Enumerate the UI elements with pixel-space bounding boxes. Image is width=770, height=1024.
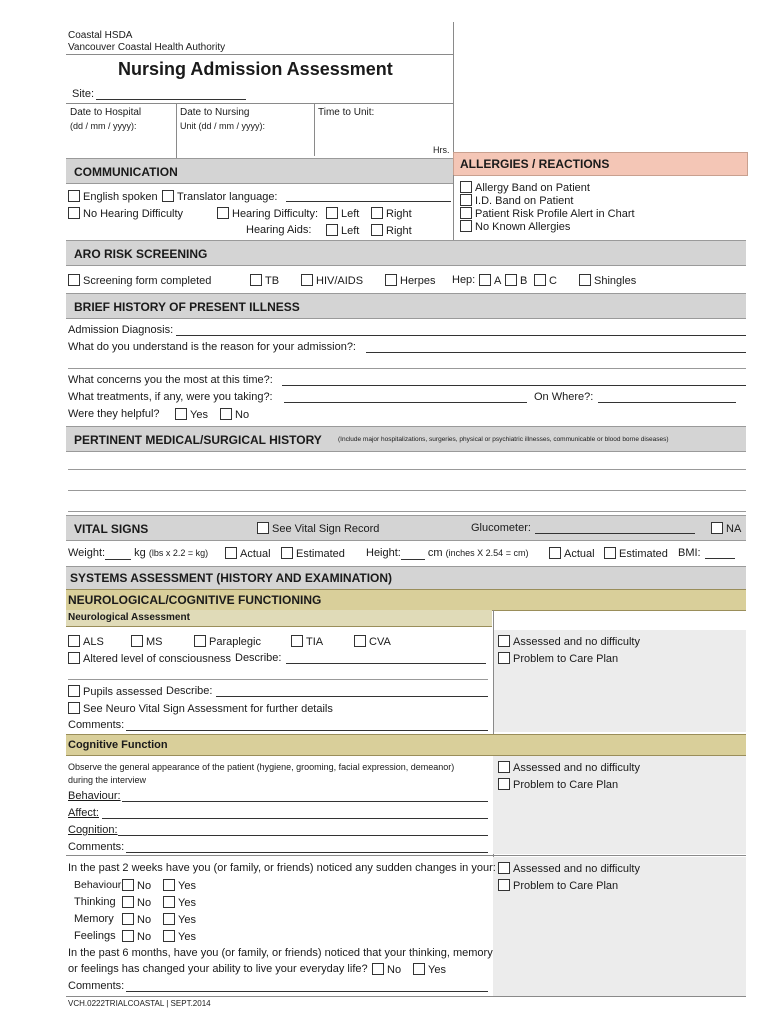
change-feelings-yes[interactable]: Yes xyxy=(163,930,196,943)
changes-problem-plan-option[interactable]: Problem to Care Plan xyxy=(498,879,618,892)
risk-alert-option[interactable]: Patient Risk Profile Alert in Chart xyxy=(460,207,635,220)
cva-option[interactable]: CVA xyxy=(354,635,391,648)
helpful-label: Were they helpful? xyxy=(68,408,160,420)
systems-heading: SYSTEMS ASSESSMENT (HISTORY AND EXAMINATION) xyxy=(70,571,393,585)
pmh-line-2[interactable] xyxy=(68,490,746,491)
hep-b-option[interactable]: B xyxy=(505,274,527,287)
form-code-footer: VCH.0222TRIALCOASTAL | SEPT.2014 xyxy=(68,999,211,1008)
no-hearing-option[interactable]: No Hearing Difficulty xyxy=(68,207,183,220)
hearing-right-option[interactable]: Right xyxy=(371,207,412,220)
change-thinking-yes[interactable]: Yes xyxy=(163,896,196,909)
glucometer-field[interactable] xyxy=(535,533,695,534)
aro-band xyxy=(66,240,746,266)
helpful-yes-option[interactable]: Yes xyxy=(175,408,208,421)
hep-c-option[interactable]: C xyxy=(534,274,557,287)
systems-band xyxy=(66,566,746,590)
hep-label: Hep: xyxy=(452,274,476,286)
herpes-option[interactable]: Herpes xyxy=(385,274,435,287)
neuro-assessed-ok-option[interactable]: Assessed and no difficulty xyxy=(498,635,640,648)
hearing-aids-label: Hearing Aids: xyxy=(246,224,312,236)
pupils-describe-label: Describe: xyxy=(166,685,213,697)
aids-left-option[interactable]: Left xyxy=(326,224,359,237)
changes-assessed-ok-option[interactable]: Assessed and no difficulty xyxy=(498,862,640,875)
tia-option[interactable]: TIA xyxy=(291,635,323,648)
cog-assessed-ok-option[interactable]: Assessed and no difficulty xyxy=(498,761,640,774)
bmi-label: BMI: xyxy=(678,547,701,559)
translator-field[interactable] xyxy=(286,201,451,202)
org-name: Coastal HSDA xyxy=(68,30,133,41)
hiv-option[interactable]: HIV/AIDS xyxy=(301,274,363,287)
id-band-option[interactable]: I.D. Band on Patient xyxy=(460,194,573,207)
date-nursing-label: Date to Nursing xyxy=(180,107,250,118)
see-neuro-option[interactable]: See Neuro Vital Sign Assessment for further details xyxy=(68,702,333,715)
communication-heading: COMMUNICATION xyxy=(74,165,178,179)
neuro-subheading: Neurological Assessment xyxy=(68,612,190,623)
tb-option[interactable]: TB xyxy=(250,274,279,287)
pmh-note: (Include major hospitalizations, surgeries, physical or psychiatric illnesses, communicable or blood borne diseases) xyxy=(338,436,669,443)
height-estimated-option[interactable]: Estimated xyxy=(604,547,668,560)
pmh-heading: PERTINENT MEDICAL/SURGICAL HISTORY xyxy=(74,433,322,447)
cog-comments-label: Comments: xyxy=(68,841,125,853)
past6-question-2: or feelings has changed your ability to live your everyday life? xyxy=(68,963,368,975)
observe-text-2: during the interview xyxy=(68,775,147,785)
change-memory-yes[interactable]: Yes xyxy=(163,913,196,926)
neuro-band xyxy=(66,589,746,611)
pmh-band xyxy=(66,426,746,452)
height-row: Height: cm (inches X 2.54 = cm) xyxy=(366,547,529,559)
helpful-no-option[interactable]: No xyxy=(220,408,249,421)
affect-field[interactable] xyxy=(102,818,488,819)
aids-right-option[interactable]: Right xyxy=(371,224,412,237)
communication-band xyxy=(66,158,453,184)
allergies-band xyxy=(453,152,748,176)
changes-side-panel xyxy=(493,857,746,996)
vitals-heading: VITAL SIGNS xyxy=(74,522,149,536)
understand-label: What do you understand is the reason for your admission?: xyxy=(68,341,356,353)
ms-option[interactable]: MS xyxy=(131,635,163,648)
org-authority: Vancouver Coastal Health Authority xyxy=(68,42,226,53)
admission-dx-label: Admission Diagnosis: xyxy=(68,324,174,336)
past2-question: In the past 2 weeks have you (or family, or friends) noticed any sudden changes in your: xyxy=(68,862,496,874)
allergy-band-option[interactable]: Allergy Band on Patient xyxy=(460,181,590,194)
concerns-label: What concerns you the most at this time?: xyxy=(68,374,273,386)
altered-describe-label: Describe: xyxy=(235,652,282,664)
hrs-label: Hrs. xyxy=(433,145,450,155)
change-feelings-label: Feelings xyxy=(74,930,116,942)
allergies-heading: ALLERGIES / REACTIONS xyxy=(460,157,610,171)
treatments-label: What treatments, if any, were you taking?: xyxy=(68,391,273,403)
pupils-describe-field[interactable] xyxy=(216,696,488,697)
hep-a-option[interactable]: A xyxy=(479,274,501,287)
site-field[interactable] xyxy=(96,99,246,100)
height-field[interactable] xyxy=(401,547,425,560)
behaviour-label: Behaviour: xyxy=(68,790,121,802)
weight-actual-option[interactable]: Actual xyxy=(225,547,271,560)
altered-describe-field[interactable] xyxy=(286,663,486,664)
past6-yes-option[interactable]: Yes xyxy=(413,963,446,976)
change-behaviour-label: Behaviour xyxy=(74,879,122,891)
hearing-left-option[interactable]: Left xyxy=(326,207,359,220)
behaviour-field[interactable] xyxy=(122,801,488,802)
change-thinking-label: Thinking xyxy=(74,896,116,908)
neuro-comments-label: Comments: xyxy=(68,719,125,731)
cog-comments-field[interactable] xyxy=(126,852,488,853)
page-title: Nursing Admission Assessment xyxy=(118,59,393,79)
history-band xyxy=(66,293,746,319)
english-spoken-option[interactable]: English spoken xyxy=(68,190,158,203)
weight-estimated-option[interactable]: Estimated xyxy=(281,547,345,560)
change-memory-label: Memory xyxy=(74,913,114,925)
change-thinking-no[interactable]: No xyxy=(122,896,151,909)
past6-comments-field[interactable] xyxy=(126,991,488,992)
on-where-label: On Where?: xyxy=(534,391,594,403)
admission-dx-field[interactable] xyxy=(176,335,746,336)
weight-field[interactable] xyxy=(105,547,131,560)
cognitive-band xyxy=(66,734,746,756)
affect-label: Affect: xyxy=(68,807,99,819)
cognitive-heading: Cognitive Function xyxy=(68,739,168,751)
cog-problem-plan-option[interactable]: Problem to Care Plan xyxy=(498,778,618,791)
translator-option[interactable]: Translator language: xyxy=(162,190,278,203)
height-actual-option[interactable]: Actual xyxy=(549,547,595,560)
date-hospital-label: Date to Hospital xyxy=(70,107,142,118)
date-nursing-format: Unit (dd / mm / yyyy): xyxy=(180,121,266,131)
vitals-band xyxy=(66,515,746,541)
past6-comments-label: Comments: xyxy=(68,980,125,992)
past6-question-1: In the past 6 months, have you (or family, or friends) noticed that your thinking, memory xyxy=(68,947,493,959)
change-behaviour-yes[interactable]: Yes xyxy=(163,879,196,892)
aro-heading: ARO RISK SCREENING xyxy=(74,247,208,261)
neuro-heading: NEUROLOGICAL/COGNITIVE FUNCTIONING xyxy=(68,593,322,607)
date-hospital-format: (dd / mm / yyyy): xyxy=(70,121,137,131)
screening-form-option[interactable]: Screening form completed xyxy=(68,274,211,287)
understand-field[interactable] xyxy=(366,352,746,353)
past6-no-option[interactable]: No xyxy=(372,963,401,976)
altered-describe-field-2[interactable] xyxy=(68,679,488,680)
bmi-field[interactable] xyxy=(705,558,735,559)
concerns-field[interactable] xyxy=(282,385,746,386)
pmh-line-1[interactable] xyxy=(68,469,746,470)
glucometer-na-option[interactable]: NA xyxy=(711,522,741,535)
no-allergies-option[interactable]: No Known Allergies xyxy=(460,220,570,233)
cognition-field[interactable] xyxy=(118,835,488,836)
cognition-label: Cognition: xyxy=(68,824,118,836)
history-heading: BRIEF HISTORY OF PRESENT ILLNESS xyxy=(74,300,300,314)
als-option[interactable]: ALS xyxy=(68,635,104,648)
see-vital-record-option[interactable]: See Vital Sign Record xyxy=(257,522,379,535)
weight-row: Weight: kg (lbs x 2.2 = kg) xyxy=(68,547,209,559)
change-feelings-no[interactable]: No xyxy=(122,930,151,943)
neuro-comments-field[interactable] xyxy=(126,730,488,731)
on-where-field[interactable] xyxy=(598,402,736,403)
glucometer-label: Glucometer: xyxy=(471,522,531,534)
neuro-subband xyxy=(66,610,492,627)
observe-text-1: Observe the general appearance of the patient (hygiene, grooming, facial expression, demeanor) xyxy=(68,762,455,772)
pupils-option[interactable]: Pupils assessed xyxy=(68,685,163,698)
hearing-difficulty-option[interactable]: Hearing Difficulty: xyxy=(217,207,318,220)
site-label: Site: xyxy=(72,88,95,100)
change-memory-no[interactable]: No xyxy=(122,913,151,926)
neuro-problem-plan-option[interactable]: Problem to Care Plan xyxy=(498,652,618,665)
pmh-line-3[interactable] xyxy=(68,511,746,512)
treatments-field[interactable] xyxy=(284,402,527,403)
change-behaviour-no[interactable]: No xyxy=(122,879,151,892)
paraplegic-option[interactable]: Paraplegic xyxy=(194,635,261,648)
shingles-option[interactable]: Shingles xyxy=(579,274,636,287)
understand-field-2[interactable] xyxy=(68,368,746,369)
altered-consciousness-option[interactable]: Altered level of consciousness xyxy=(68,652,231,665)
time-unit-label: Time to Unit: xyxy=(318,107,375,118)
